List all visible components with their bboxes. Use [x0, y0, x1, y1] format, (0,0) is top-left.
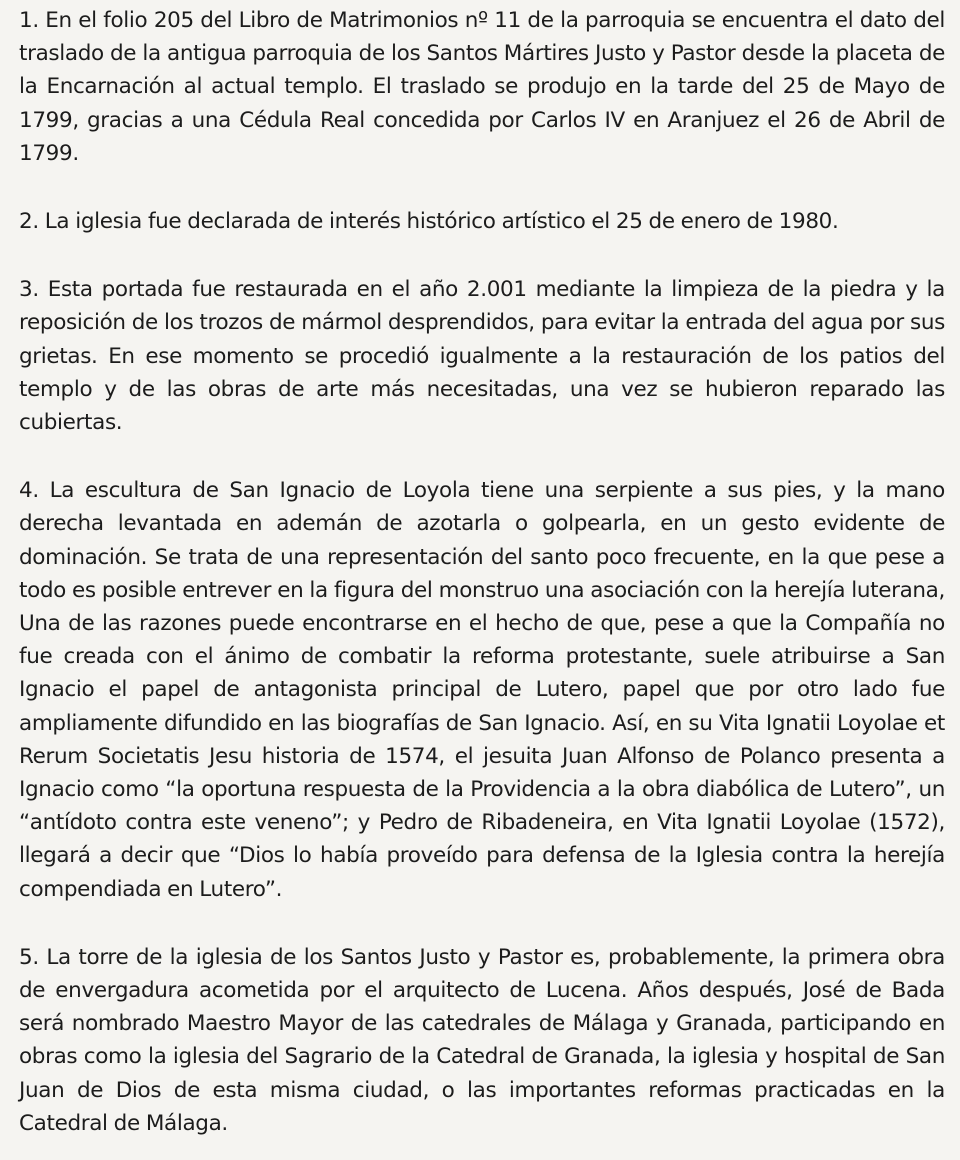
note-4: 4. La escultura de San Ignacio de Loyola tiene una serpiente a sus pies, y la mano derecha levantada en ademán de azotarla o golpearla, en un gesto evidente de dominación. Se trata de una representación del santo poco frecuente, en la que pese a todo es posible entrever en la figura del monstruo una asociación con la herejía luterana, Una de las razones puede encontrarse en el hecho de que, pese a que la Compañía no fue creada con el ánimo de combatir la reforma protestante, suele atribuirse a San Ignacio el papel de antagonista principal de Lutero, papel que por otro lado fue ampliamente difundido en las biografías de San Ignacio. Así, en su Vita Ignatii Loyolae et Rerum Societatis Jesu historia de 1574, el jesuita Juan Alfonso de Polanco presenta a Ignacio como “la oportuna respuesta de la Providencia a la obra diabólica de Lutero”, un “antídoto contra este veneno”; y Pedro de Ribadeneira, en Vita Ignatii Loyolae (1572), llegará a decir que “Dios lo había proveído para defensa de la Iglesia contra la herejía compendiada en Lutero”.	[19, 478, 945, 902]
note-1: 1. En el folio 205 del Libro de Matrimonios nº 11 de la parroquia se encuentra el dato del traslado de la antigua parroquia de los Santos Mártires Justo y Pastor desde la placeta de la Encarnación al actual templo. El traslado se produjo en la tarde del 25 de Mayo de 1799, gracias a una Cédula Real concedida por Carlos IV en Aranjuez el 26 de Abril de 1799.	[19, 8, 945, 166]
note-5: 5. La torre de la iglesia de los Santos Justo y Pastor es, probablemente, la primera obra de envergadura acometida por el arquitecto de Lucena. Años después, José de Bada será nombrado Maestro Mayor de las catedrales de Málaga y Granada, participando en obras como la iglesia del Sagrario de la Catedral de Granada, la iglesia y hospital de San Juan de Dios de esta misma ciudad, o las importantes reformas practicadas en la Catedral de Málaga.	[19, 944, 945, 1136]
note-2: 2. La iglesia fue declarada de interés histórico artístico el 25 de enero de 1980.	[19, 209, 839, 235]
notes-column	[19, 4, 945, 1140]
note-3: 3. Esta portada fue restaurada en el año 2.001 mediante la limpieza de la piedra y la reposición de los trozos de mármol desprendidos, para evitar la entrada del agua por sus grietas. En ese momento se procedió igualmente a la restauración de los patios del templo y de las obras de arte más necesitadas, una vez se hubieron reparado las cubiertas.	[19, 277, 945, 436]
